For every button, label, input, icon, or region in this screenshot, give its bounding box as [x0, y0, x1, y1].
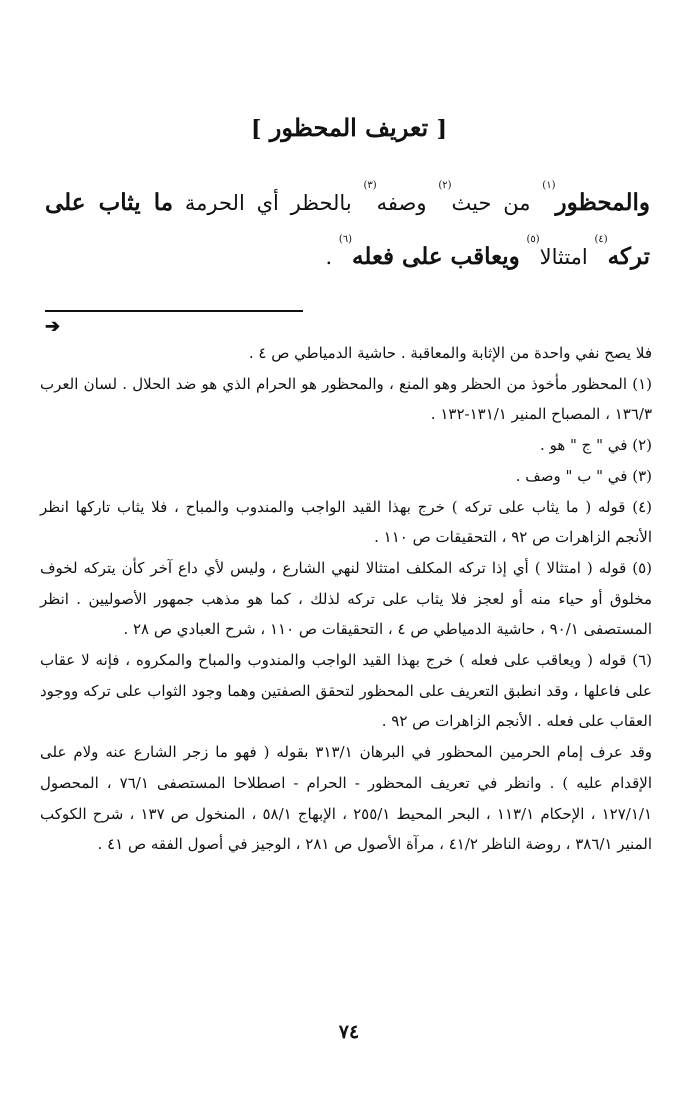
footnote-ref-3: (٣) — [363, 180, 377, 191]
footnote-4: (٤) قوله ( ما يثاب على تركه ) خرج بهذا القيد الواجب والمندوب والمباح ، فلا يثاب تاركها انظر الأنجم الزاهرات ص ٩٢ ، التحقيقات ص ١١٠ . — [40, 497, 652, 547]
footnote-continuation: فلا يصح نفي واحدة من الإثابة والمعاقبة . حاشية الدمياطي ص ٤ . — [248, 344, 652, 362]
section-heading — [0, 108, 698, 149]
footnote-6: (٦) قوله ( ويعاقب على فعله ) خرج بهذا القيد الواجب والمندوب والمباح والمكروه ، فإنه لا عقاب على فاعلها ، وقد انطبق التعريف على المحظور لتحقق الصفتين وهما وجود الثواب على تركه ووجود العقاب على فعله . الأنجم الزاهرات ص ٩٢ . — [40, 651, 652, 731]
definition-text — [45, 176, 650, 284]
defined-term: والمحظور — [555, 189, 650, 216]
footnote-5: (٥) قوله ( امتثالا ) أي إذا تركه المكلف امتثالا لنهي الشارع ، وليس لأي داع آخر كأن يتركه لخوف مخلوق أو حياء منه أو لعجز فلا يثاب على تركه لذلك ، كما هو مذهب جمهور الأصوليين . انظر المستصفى ٩٠/١ ، حاشية الدمياطي ص ٤ ، التحقيقات ص ١١٠ ، شرح العبادي ص ٢٨ . — [40, 558, 652, 639]
definition-part-4: امتثالا — [539, 245, 595, 269]
footnote-2: (٢) في " ج " هو . — [540, 436, 652, 455]
footnote-separator — [45, 310, 303, 312]
continuation-arrow-icon: ➔ — [45, 316, 61, 337]
definition-bold-1: ما يثاب على تركه — [45, 189, 650, 270]
heading-open-bracket: [ — [436, 116, 447, 142]
definition-part-1: من حيث — [451, 191, 543, 215]
footnote-3: (٣) في " ب " وصف . — [515, 466, 652, 485]
footnotes — [40, 338, 652, 860]
footnote-ref-1: (١) — [542, 180, 556, 191]
definition-part-2: وصفه — [376, 191, 439, 215]
footnote-1: (١) المحظور مأخوذ من الحظر وهو المنع ، والمحظور هو الحرام الذي هو ضد الحلال . لسان العرب ١٣٦/٣ ، المصباح المنير ١٣١/١-١٣٢ . — [40, 374, 652, 424]
footnote-6-continued: وقد عرف إمام الحرمين المحظور في البرهان ٣١٣/١ بقوله ( فهو ما زجر الشارع عنه ولام على الإقدام عليه ) . وانظر في تعريف المحظور - الحرام - اصطلاحا المستصفى ٧٦/١ ، المحصول ١٢٧/١/١ ، الإحكام ١١٣/١ ، البحر المحيط ٢٥٥/١ ، الإبهاج ٥٨/١ ، المنخول ص ١٣٧ ، شرح الكوكب المنير ٣٨٦/١ ، روضة الناظر ٤١/٢ ، مرآة الأصول ص ٢٨١ ، الوجيز في أصول الفقه ص ٤١ . — [40, 743, 653, 854]
footnote-ref-4: (٤) — [594, 234, 608, 245]
definition-part-3: بالحظر أي الحرمة — [173, 191, 364, 215]
footnote-ref-5: (٥) — [526, 234, 540, 245]
heading-title: تعريف المحظور — [269, 113, 429, 142]
footnote-ref-6: (٦) — [338, 234, 352, 245]
definition-part-5 — [520, 245, 527, 269]
footnote-ref-2: (٢) — [438, 180, 452, 191]
definition-bold-2: ويعاقب على فعله — [352, 243, 520, 270]
heading-close-bracket: ] — [251, 116, 262, 142]
page-number: ٧٤ — [338, 1021, 360, 1043]
definition-part-6: . — [325, 245, 339, 269]
